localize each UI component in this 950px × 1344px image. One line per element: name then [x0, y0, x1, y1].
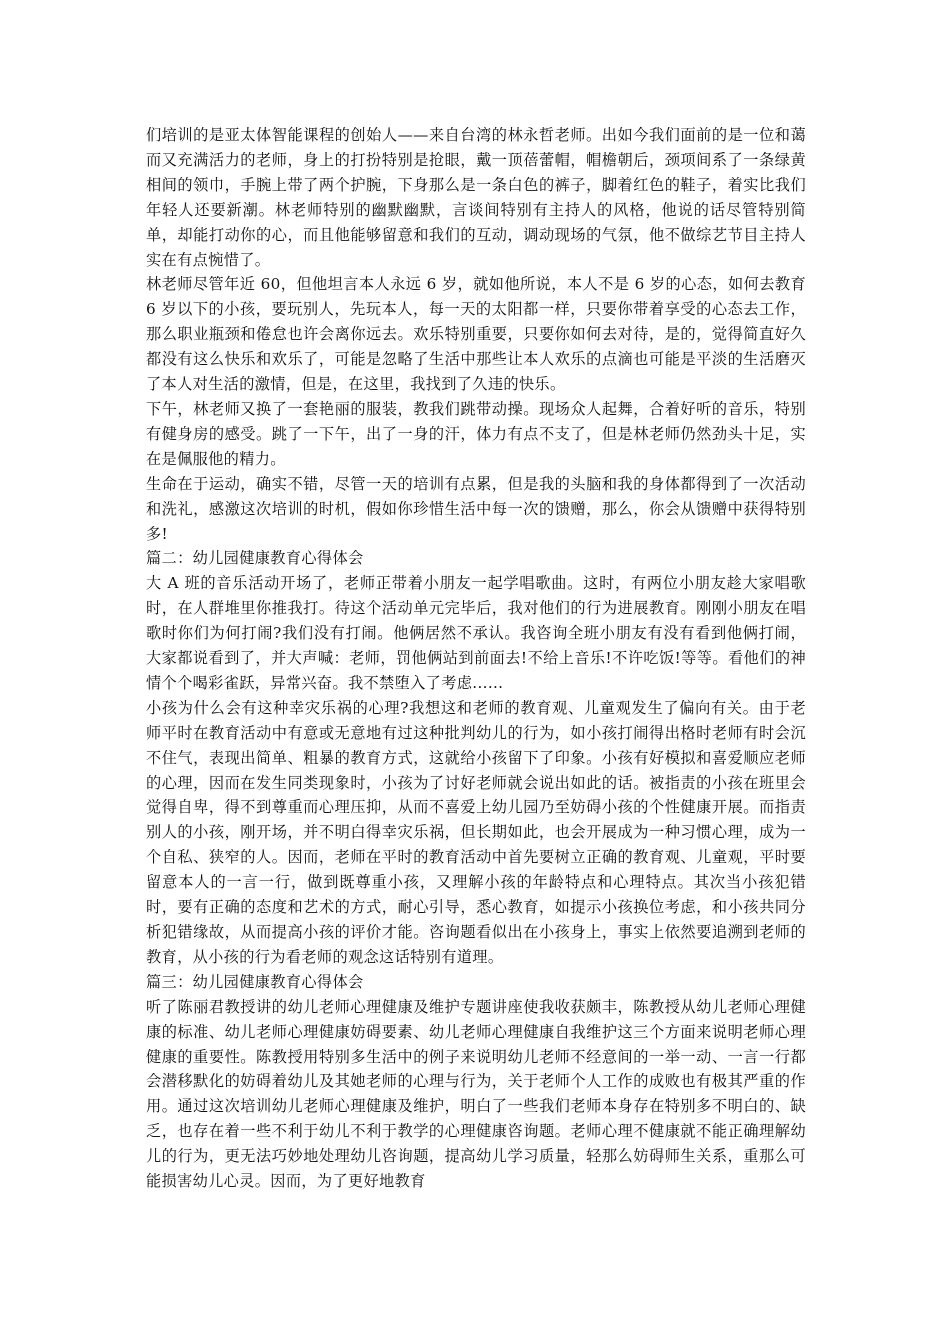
paragraph-afternoon-dance: 下午，林老师又换了一套艳丽的服装，教我们跳带动操。现场众人起舞，合着好听的音乐，特别有健身房的感受。跳了一下午，出了一身的汗，体力有点不支了，但是林老师仍然劲头十足，实在是佩服他的精力。	[146, 399, 806, 468]
paragraph-life-exercise: 生命在于运动，确实不错，尽管一天的培训有点累，但是我的头脑和我的身体都得到了一次活动和洗礼，感激这次培训的时机，假如你珍惜生活中每一次的馈赠，那么，你会从馈赠中获得特别多!	[146, 474, 806, 543]
section-heading-part-two: 篇二：幼儿园健康教育心得体会	[146, 549, 364, 568]
paragraph-age-six: 林老师尽管年近 60，但他坦言本人永远 6 岁，就如他所说，本人不是 6 岁的心态，如何去教育 6 岁以下的小孩，要玩别人，先玩本人，每一天的太阳都一样，只要你带着享受的心态去工作，那么职业瓶颈和倦怠也许会离你远去。欢乐特别重要，只要你如何去对待，是的，觉得简直好久都没有这么快乐和欢乐了，可能是忽略了生活中那些让本人欢乐的点滴也可能是平淡的生活磨灭了本人对生活的激情，但是，在这里，我找到了久违的快乐。	[146, 275, 806, 394]
paragraph-schadenfreude: 小孩为什么会有这种幸灾乐祸的心理?我想这和老师的教育观、儿童观发生了偏向有关。由于老师平时在教育活动中有意或无意地有过这种批判幼儿的行为，如小孩打闹得出格时老师有时会沉不住气，表现出简单、粗暴的教育方式，这就给小孩留下了印象。小孩有好模拟和喜爱顺应老师的心理，因而在发生同类现象时，小孩为了讨好老师就会说出如此的话。被指责的小孩在班里会觉得自卑，得不到尊重而心理压抑，从而不喜爱上幼儿园乃至妨碍小孩的个性健康开展。而指责别人的小孩，刚开场，并不明白得幸灾乐祸，但长期如此，也会开展成为一种习惯心理，成为一个自私、狭窄的人。因而，老师在平时的教育活动中首先要树立正确的教育观、儿童观，平时要留意本人的一言一行，做到既尊重小孩，又理解小孩的年龄特点和心理特点。其次当小孩犯错时，要有正确的态度和艺术的方式，耐心引导，悉心教育，如提示小孩换位考虑，和小孩共同分析犯错缘故，从而提高小孩的评价才能。咨询题看似出在小孩身上，事实上依然要追溯到老师的教育，从小孩的行为看老师的观念这话特别有道理。	[146, 698, 806, 966]
document-body	[146, 123, 806, 1194]
paragraph-music-activity: 大 A 班的音乐活动开场了，老师正带着小朋友一起学唱歌曲。这时，有两位小朋友趁大家唱歌时，在人群堆里你推我打。待这个活动单元完毕后，我对他们的行为进展教育。刚刚小朋友在唱歌时你们为何打闹?我们没有打闹。他俩居然不承认。我咨询全班小朋友有没有看到他俩打闹，大家都说看到了，并大声喊：老师，罚他俩站到前面去!不给上音乐!不许吃饭!等等。看他们的神情个个喝彩雀跃，异常兴奋。我不禁堕入了考虑......	[146, 574, 806, 692]
paragraph-mental-health-lecture: 听了陈丽君教授讲的幼儿老师心理健康及维护专题讲座使我收获颇丰，陈教授从幼儿老师心理健康的标准、幼儿老师心理健康妨碍要素、幼儿老师心理健康自我维护这三个方面来说明老师心理健康的重要性。陈教授用特别多生活中的例子来说明幼儿老师不经意间的一举一动、一言一行都会潜移默化的妨碍着幼儿及其她老师的心理与行为，关于老师个人工作的成败也有极其严重的作用。通过这次培训幼儿老师心理健康及维护，明白了一些我们老师本身存在特别多不明白的、缺乏，也存在着一些不利于幼儿不利于教学的心理健康咨询题。老师心理不健康就不能正确理解幼儿的行为，更无法巧妙地处理幼儿咨询题，提高幼儿学习质量，轻那么妨碍师生关系，重那么可能损害幼儿心灵。因而，为了更好地教育	[146, 997, 806, 1191]
section-heading-part-three: 篇三：幼儿园健康教育心得体会	[146, 972, 364, 991]
paragraph-teacher-intro: 们培训的是亚太体智能课程的创始人——来自台湾的林永哲老师。出如今我们面前的是一位和蔼而又充满活力的老师，身上的打扮特别是抢眼，戴一顶蓓蕾帽，帽檐朝后，颈项间系了一条绿黄相间的领巾，手腕上带了两个护腕，下身那么是一条白色的裤子，脚着红色的鞋子，着实比我们年轻人还要新潮。林老师特别的幽默幽默，言谈间特别有主持人的风格，他说的话尽管特别简单，却能打动你的心，而且他能够留意和我们的互动，调动现场的气氛，他不做综艺节目主持人实在有点惋惜了。	[146, 126, 806, 269]
